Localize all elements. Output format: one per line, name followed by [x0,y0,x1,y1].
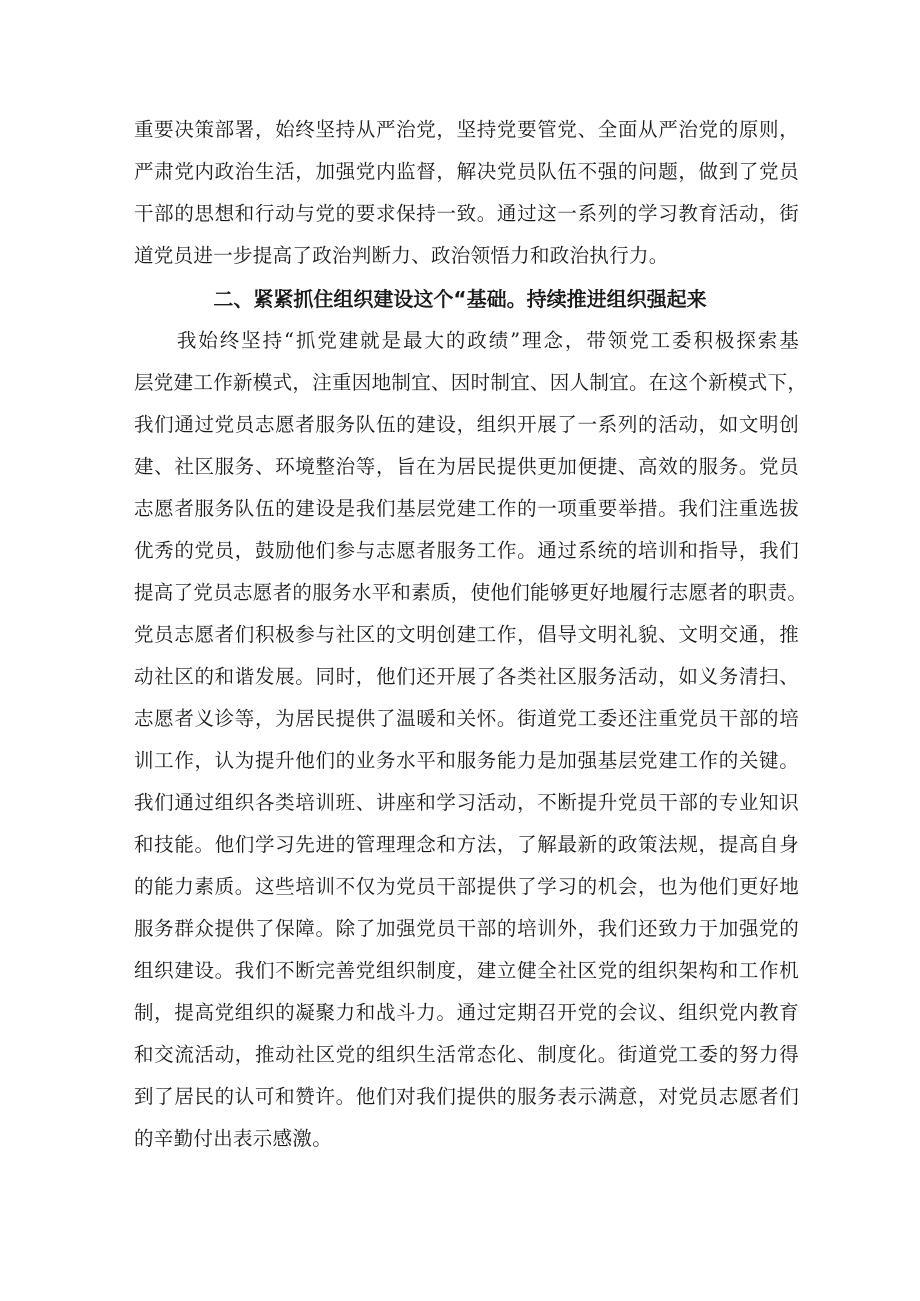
body-text-line: 重要决策部署，始终坚持从严治党，坚持党要管党、全面从严治党的原则， [134,118,799,141]
body-text-line: 干部的思想和行动与党的要求保持一致。通过这一系列的学习教育活动，街 [134,202,799,225]
body-text-line: 我们通过党员志愿者服务队伍的建设，组织开展了一系列的活动，如文明创 [134,413,799,436]
body-text-line: 志愿者服务队伍的建设是我们基层党建工作的一项重要举措。我们注重选拔 [134,497,799,520]
body-text-line: 到了居民的认可和赞许。他们对我们提供的服务表示满意，对党员志愿者们 [134,1085,799,1108]
body-text-line: 道党员进一步提高了政治判断力、政治领悟力和政治执行力。 [134,244,669,267]
body-text-line: 我始终坚持“抓党建就是最大的政绩”理念，带领党工委积极探索基 [134,329,799,352]
body-text-line: 服务群众提供了保障。除了加强党员干部的培训外，我们还致力于加强党的 [134,917,799,940]
body-text-line: 建、社区服务、环境整治等，旨在为居民提供更加便捷、高效的服务。党员 [134,455,799,478]
body-text-line: 的辛勤付出表示感激。 [134,1127,333,1150]
body-text-line: 层党建工作新模式，注重因地制宜、因时制宜、因人制宜。在这个新模式下， [134,371,808,394]
body-text-line: 训工作，认为提升他们的业务水平和服务能力是加强基层党建工作的关键。 [134,749,799,772]
body-text-line: 和交流活动，推动社区党的组织生活常态化、制度化。街道党工委的努力得 [134,1043,799,1066]
body-text-line: 我们通过组织各类培训班、讲座和学习活动，不断提升党员干部的专业知识 [134,791,799,814]
body-text-line: 制，提高党组织的凝聚力和战斗力。通过定期召开党的会议、组织党内教育 [134,1001,799,1024]
body-text-line: 提高了党员志愿者的服务水平和素质，使他们能够更好地履行志愿者的职责。 [134,581,808,604]
section-heading: 二、紧紧抓住组织建设这个“基础。持续推进组织强起来 [213,287,707,311]
body-text-line: 优秀的党员，鼓励他们参与志愿者服务工作。通过系统的培训和指导，我们 [134,539,799,562]
body-text-line: 和技能。他们学习先进的管理理念和方法，了解最新的政策法规，提高自身 [134,833,799,856]
body-text-line: 动社区的和谐发展。同时，他们还开展了各类社区服务活动，如义务清扫、 [134,665,799,688]
body-text-line: 志愿者义诊等，为居民提供了温暖和关怀。街道党工委还注重党员干部的培 [134,707,799,730]
body-text-line: 严肃党内政治生活，加强党内监督，解决党员队伍不强的问题，做到了党员 [134,160,799,183]
body-text-line: 的能力素质。这些培训不仅为党员干部提供了学习的机会，也为他们更好地 [134,875,799,898]
body-text-line: 组织建设。我们不断完善党组织制度，建立健全社区党的组织架构和工作机 [134,959,799,982]
body-text-line: 党员志愿者们积极参与社区的文明创建工作，倡导文明礼貌、文明交通，推 [134,623,799,646]
